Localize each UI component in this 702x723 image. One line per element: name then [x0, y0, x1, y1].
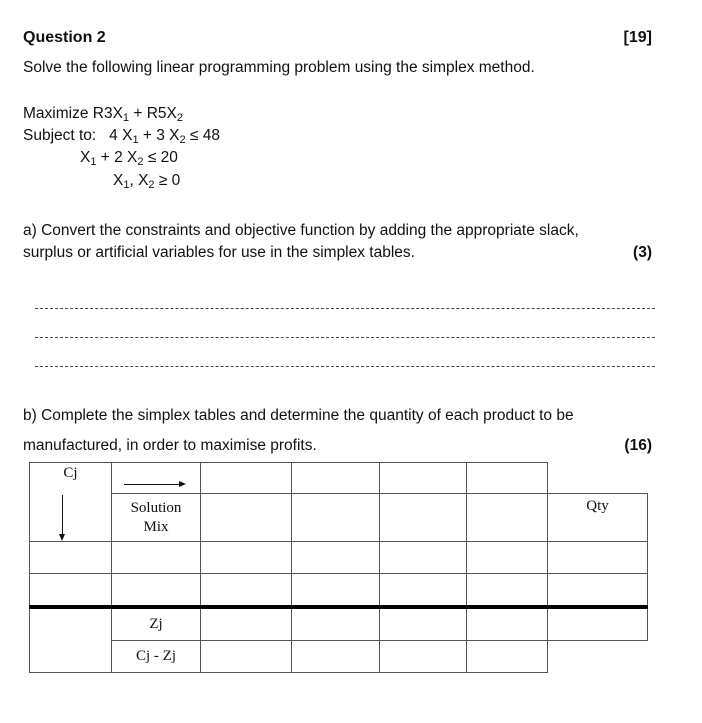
question-instruction: Solve the following linear programming problem using the simplex method. — [23, 59, 535, 76]
table-cell[interactable] — [292, 463, 380, 494]
table-cell[interactable] — [380, 607, 467, 641]
cj-header-cell — [30, 463, 112, 542]
table-cell[interactable] — [112, 542, 201, 574]
table-cell[interactable] — [201, 641, 292, 673]
table-cell[interactable] — [467, 641, 548, 673]
table-cell[interactable] — [201, 542, 292, 574]
table-cell[interactable] — [467, 574, 548, 607]
zj-label: Zj — [112, 607, 201, 641]
table-cell[interactable] — [201, 494, 292, 542]
answer-line[interactable] — [35, 366, 655, 367]
table-cell[interactable] — [112, 574, 201, 607]
table-cell[interactable] — [201, 463, 292, 494]
table-cell[interactable] — [292, 641, 380, 673]
table-cell[interactable] — [380, 574, 467, 607]
table-cell[interactable] — [292, 494, 380, 542]
qty-header: Qty — [548, 494, 648, 542]
part-b-marks: (16) — [624, 437, 652, 454]
table-cell[interactable] — [467, 542, 548, 574]
table-cell[interactable] — [292, 542, 380, 574]
constraint-2: $X_1 + 2$ $X_2 \le 20$ — [80, 149, 178, 168]
part-a-line-2: surplus or artificial variables for use in the simplex tables. — [23, 244, 415, 261]
cj-minus-zj-label: Cj - Zj — [112, 641, 201, 673]
answer-line[interactable] — [35, 308, 655, 309]
table-cell[interactable] — [380, 542, 467, 574]
table-cell[interactable] — [292, 574, 380, 607]
simplex-table — [29, 462, 648, 673]
constraint-nonnegativity: $X_1$, $X_2 \ge 0$ — [113, 172, 181, 191]
part-b-line-2: manufactured, in order to maximise profits. — [23, 437, 317, 454]
table-cell[interactable] — [380, 463, 467, 494]
constraint-1: Subject to: 4 $X_1 + 3$ $X_2 \le 48$ — [23, 127, 220, 146]
table-cell[interactable] — [548, 607, 648, 641]
table-cell[interactable] — [467, 463, 548, 494]
table-cell[interactable] — [467, 494, 548, 542]
answer-line[interactable] — [35, 337, 655, 338]
arrow-down-icon — [62, 495, 63, 537]
table-cell[interactable] — [548, 574, 648, 607]
table-cell — [548, 641, 648, 673]
table-cell[interactable] — [548, 542, 648, 574]
part-b-line-1: b) Complete the simplex tables and determine the quantity of each product to be — [23, 407, 574, 424]
part-a-line-1: a) Convert the constraints and objective function by adding the appropriate slack, — [23, 222, 579, 239]
table-cell[interactable] — [467, 607, 548, 641]
question-marks: [19] — [623, 29, 652, 46]
table-cell[interactable] — [30, 607, 112, 673]
table-cell[interactable] — [201, 607, 292, 641]
table-cell[interactable] — [30, 574, 112, 607]
question-title: Question 2 — [23, 29, 106, 46]
part-a-marks: (3) — [633, 244, 652, 261]
table-cell[interactable] — [380, 494, 467, 542]
table-cell[interactable] — [30, 542, 112, 574]
arrow-right-icon — [124, 484, 184, 485]
arrow-cell — [112, 463, 201, 494]
cj-label: Cj — [63, 465, 78, 481]
table-cell[interactable] — [380, 641, 467, 673]
objective-function: Maximize $R3X_1 + R5X_2$ — [23, 105, 183, 124]
table-cell[interactable] — [292, 607, 380, 641]
table-cell[interactable] — [548, 463, 648, 494]
solution-mix-header: Solution Mix — [112, 494, 201, 542]
table-cell[interactable] — [201, 574, 292, 607]
